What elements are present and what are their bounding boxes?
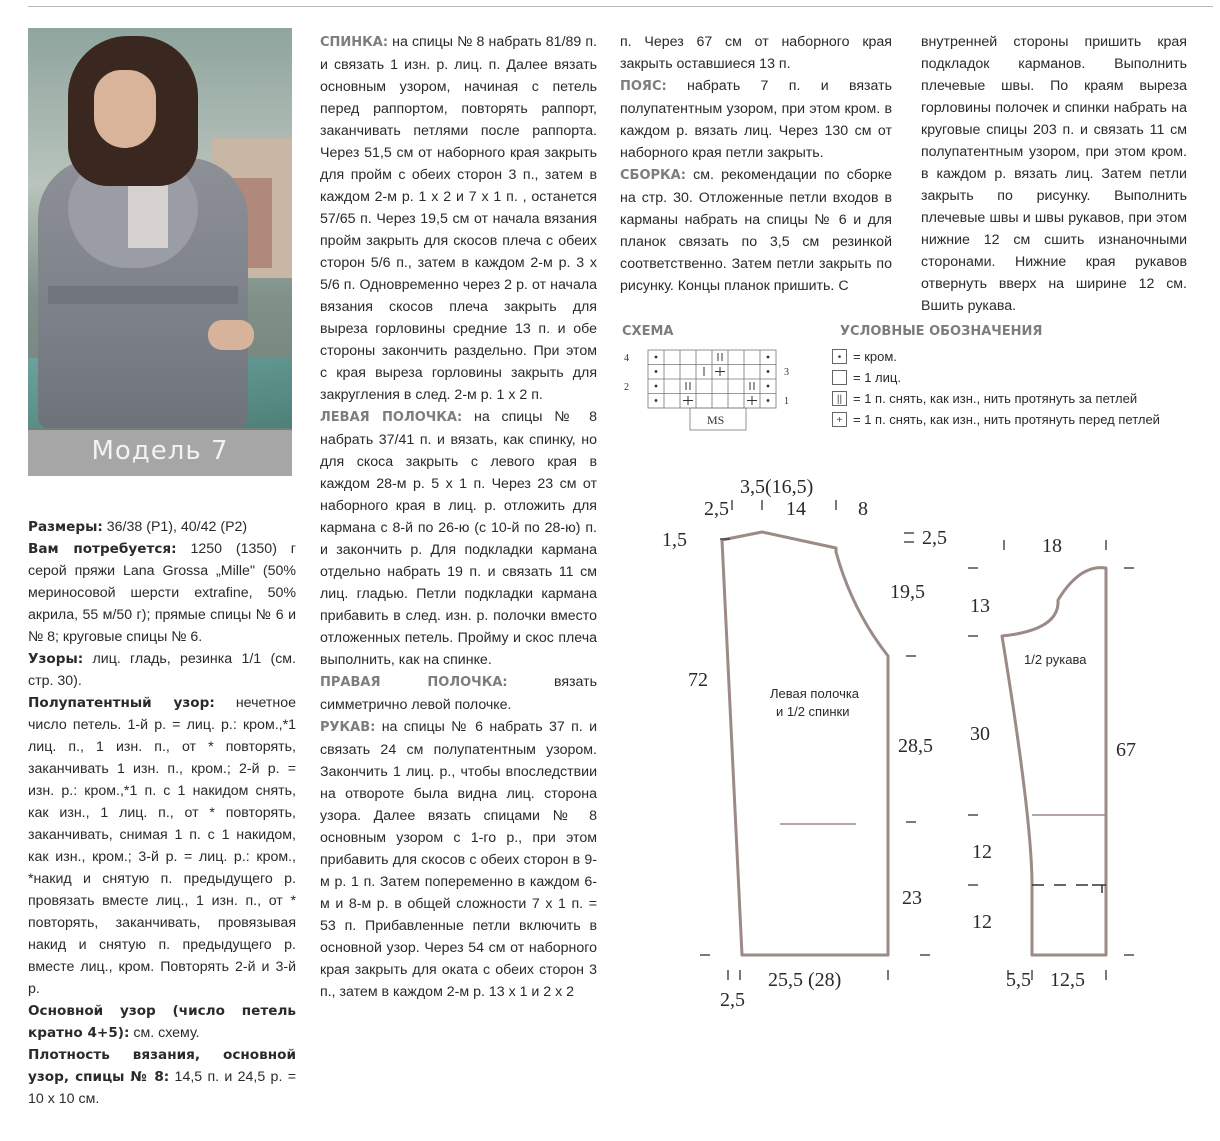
chart-row-label-3: 3 bbox=[784, 367, 789, 378]
dim-right-top: 2,5 bbox=[922, 527, 947, 549]
dim-sleeve-mid: 30 bbox=[970, 723, 990, 745]
sleeve-label: 1/2 рукава bbox=[1024, 652, 1087, 667]
dim-shoulder-left: 2,5 bbox=[704, 498, 729, 520]
column-instructions-3 bbox=[921, 31, 1187, 317]
dim-shoulder-right: 8 bbox=[858, 498, 868, 520]
right-front-paragraph: ПРАВАЯ ПОЛОЧКА: вязать симметрично левой полочке. bbox=[320, 674, 597, 713]
front-label-1: Левая полочка bbox=[770, 686, 860, 701]
front-piece-outline bbox=[722, 532, 888, 955]
schema-title: СХЕМА bbox=[622, 324, 674, 339]
dim-sleeve-cuff-1: 12 bbox=[972, 841, 992, 863]
column-instructions-2 bbox=[620, 31, 892, 297]
sizes-paragraph: Размеры: 36/38 (Р1), 40/42 (Р2) bbox=[28, 519, 248, 535]
sleeve-paragraph: РУКАВ: на спицы № 6 набрать 37 п. и связать 24 см полупатентным узором. Закончить 1 лиц. р., чтобы впоследствии на отвороте была видна лиц. сторона узора. Далее вязать спицами № 8 основным узором с 1-го р., при этом прибавить для скосов с обеих сторон в 9-м р. 1 п. Затем попеременно в каждом 6-м и 8-м р. в общей сложности 7 х 1 п. = 53 п. Прибавленные петли включить в основной узор. Через 54 см от наборного края закрыть для оката с обеих сторон 3 п., затем в каждом 2-м р. 13 х 1 и 2 х 2 bbox=[320, 719, 597, 1000]
legend bbox=[832, 346, 1160, 430]
front-label-2: и 1/2 спинки bbox=[776, 704, 850, 719]
model-photo bbox=[28, 28, 292, 476]
dim-sleeve-top: 18 bbox=[1042, 535, 1062, 557]
left-front-paragraph: ЛЕВАЯ ПОЛОЧКА: на спицы № 8 набрать 37/41 п. и вязать, как спинку, но для скоса закрыть с левого края в каждом 28-м р. 5 х 1 п. Через 23 см от наборного края в лиц. р. отложить для кармана с 8-й по 26-ю (с 10-й по 28-ю) п. и закончить р. Для подкладки кармана отдельно набрать 19 п. и связать 11 см лиц. гладью. Петли подкладки кармана прибавить в след. изн. р. полочки вместо отложенных петель. Пройму и скос плеча выполнить, как на спинке. bbox=[320, 409, 597, 668]
dim-sleeve-cap: 13 bbox=[970, 595, 990, 617]
slip-front-icon: + bbox=[832, 412, 847, 427]
halfpatent-paragraph: Полупатентный узор: нечетное число петель. 1-й р. = лиц. р.: кром.,*1 лиц. п., 1 изн. п., от * повторять, заканчивать 1 изн. п., кром.; 2-й р. = изн. р.: кром.,*1 п. с 1 накидом снять, как изн., 1 лиц. п., от * повторять, заканчивать, снимая 1 п. с 1 накидом, как изн., кром.; 3-й р. = лиц. р.: кром., *накид и снятую п. предыдущего р. провязать вместе лиц., 1 изн. п., от * повторять, заканчивать, провязывая накид и снятую п. предыдущего р. вместе лиц., кром. Повторять 2-й и 3-й р. bbox=[28, 695, 296, 997]
column-instructions-1 bbox=[320, 31, 597, 1003]
dim-shoulder-mid: 14 bbox=[786, 498, 806, 520]
dim-sleeve-bottom-right: 12,5 bbox=[1050, 969, 1085, 991]
chart-row-label-2: 2 bbox=[624, 382, 629, 393]
sleeve-continuation: п. Через 67 см от наборного края закрыть оставшиеся 13 п. bbox=[620, 34, 892, 72]
dim-bottom-width: 25,5 (28) bbox=[768, 969, 842, 991]
sleeve-outline bbox=[1002, 568, 1106, 955]
back-paragraph: СПИНКА: на спицы № 8 набрать 81/89 п. и связать 1 изн. р. лиц. п. Далее вязать основным узором, начиная с петель перед раппортом, повторять раппорт, заканчивать петлями после раппорта. Через 51,5 см от наборного края закрыть для пройм с обеих сторон 3 п., затем в каждом 2-м р. 1 х 2 и 7 х 1 п. , останется 57/65 п. Через 19,5 см от начала вязания пройм закрыть для скосов плеча с обеих сторон 5/6 п., затем в каждом 2-м р. 3 х 5/6 п. Одновременно через 2 р. от начала вязания скосов плеча закрыть для выреза горловины средние 13 п. и обе стороны закончить раздельно. При этом с края выреза горловины закрыть для закругления в след. 2-м р. 1 х 2 п. bbox=[320, 34, 597, 403]
slip-behind-icon: || bbox=[832, 391, 847, 406]
dim-sleeve-total: 67 bbox=[1116, 739, 1136, 761]
dim-left-height: 72 bbox=[688, 669, 708, 691]
legend-item-knit: = 1 лиц. bbox=[832, 367, 1160, 388]
dim-left-top: 1,5 bbox=[662, 529, 687, 551]
legend-item-edge: • = кром. bbox=[832, 346, 1160, 367]
legend-item-slip-front: + = 1 п. снять, как изн., нить протянуть перед петлей bbox=[832, 409, 1160, 430]
density-paragraph: Плотность вязания, основной узор, спицы № 8: 14,5 п. и 24,5 р. = 10 х 10 см. bbox=[28, 1047, 296, 1107]
chart-row-label-4: 4 bbox=[624, 353, 629, 364]
chart-row-label-1: 1 bbox=[784, 396, 789, 407]
dim-top: 3,5(16,5) bbox=[740, 476, 814, 498]
assembly-continuation: внутренней стороны пришить края подкладок карманов. Выполнить плечевые швы. По краям выреза горловины полочек и спинки набрать на круговые спицы 203 п. и связать 11 см полупатентным узором, при этом кром. в каждом р. вязать лиц. Затем петли закрыть по рисунку. Выполнить плечевые швы и швы рукавов, при этом нижние 12 см сшить изнаночными сторонами. Нижние края рукавов отвернуть вверх на ширине 12 см. Вшить рукава. bbox=[921, 34, 1187, 314]
top-rule bbox=[28, 6, 1213, 7]
dim-armhole: 19,5 bbox=[890, 581, 925, 603]
column-sizes bbox=[28, 516, 296, 1110]
legend-title: УСЛОВНЫЕ ОБОЗНАЧЕНИЯ bbox=[840, 324, 1043, 339]
assembly-paragraph: СБОРКА: см. рекомендации по сборке на стр. 30. Отложенные петли входов в карманы набрать на спицы № 6 и для планок связать по 3,5 см резинкой соответственно. Затем петли закрыть по рисунку. Концы планок пришить. С bbox=[620, 167, 892, 294]
dim-bottom-offset: 2,5 bbox=[720, 989, 745, 1011]
patterns-paragraph: Узоры: лиц. гладь, резинка 1/1 (см. стр. 30). bbox=[28, 651, 296, 689]
model-title: Модель 7 bbox=[91, 436, 229, 466]
dim-sleeve-bottom-left: 5,5 bbox=[1006, 969, 1031, 991]
dim-side-mid: 28,5 bbox=[898, 735, 933, 757]
main-pattern-paragraph: Основной узор (число петель кратно 4+5): см. схему. bbox=[28, 1003, 296, 1041]
edge-stitch-icon: • bbox=[832, 349, 847, 364]
pattern-diagram bbox=[640, 460, 1200, 1020]
dim-sleeve-cuff-2: 12 bbox=[972, 911, 992, 933]
dim-side-low: 23 bbox=[902, 887, 922, 909]
knit-stitch-icon bbox=[832, 370, 847, 385]
chart-ms-label: MS bbox=[707, 413, 725, 427]
materials-paragraph: Вам потребуется: 1250 (1350) г серой пряжи Lana Grossa „Mille" (50% мериносовой шерсти extrafine, 50% акрила, 55 м/50 г); прямые спицы № 6 и № 8; круговые спицы № 6. bbox=[28, 541, 296, 645]
photo-caption bbox=[28, 430, 292, 476]
stitch-chart bbox=[620, 346, 800, 436]
legend-item-slip-back: || = 1 п. снять, как изн., нить протянуть за петлей bbox=[832, 388, 1160, 409]
belt-paragraph: ПОЯС: набрать 7 п. и вязать полупатентным узором, при этом кром. в каждом р. вязать лиц. Через 130 см от наборного края петли закрыть. bbox=[620, 78, 892, 161]
